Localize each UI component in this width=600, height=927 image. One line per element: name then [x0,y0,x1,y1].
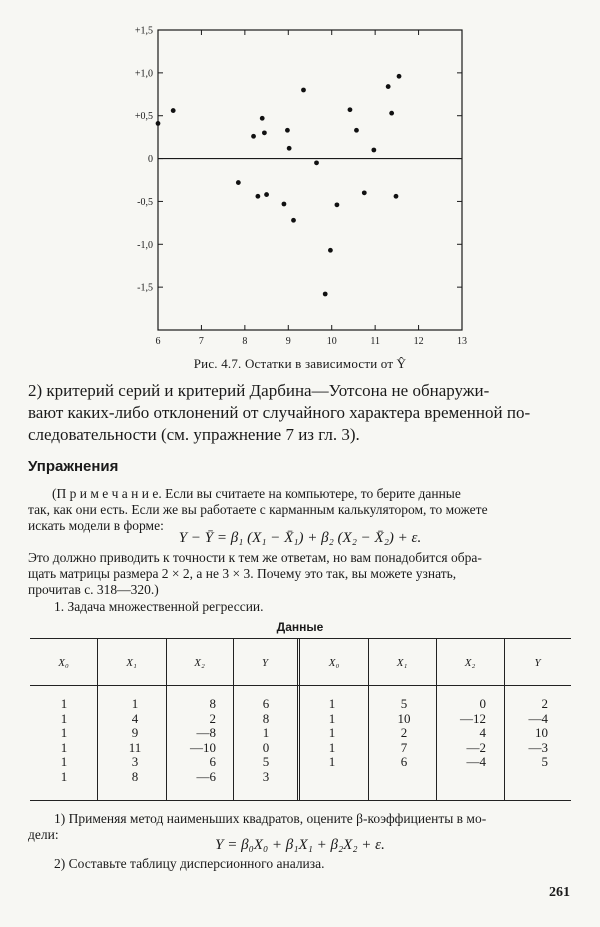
table-cell: —8 [196,725,216,741]
residual-point [389,111,394,116]
header-x0: X₀ [328,657,340,669]
residual-point [285,128,290,133]
x-tick-label: 6 [155,336,161,347]
residual-point [323,292,328,297]
note-line: искать модели в форме: [28,518,164,533]
x-tick-label: 10 [326,336,337,347]
residual-point [291,218,296,223]
page-number: 261 [549,885,570,900]
residual-point [394,194,399,199]
table-cell: 8 [262,710,270,726]
table-cell: —6 [196,768,216,784]
y-tick-label: -0,5 [137,196,153,208]
table-cell: 4 [479,725,486,741]
formula-centered: Y = β₀X₀ + β₁X₁ + β₂X₂ + ε. [215,837,385,853]
y-tick-label: 0 [148,154,153,166]
table-cell: —2 [466,739,486,755]
table-cell: 3 [131,754,139,770]
table-cell: 2 [209,710,216,726]
figure-caption: Рис. 4.7. Остатки в зависимости от Ŷ [193,356,407,371]
column-x1 [392,697,416,770]
table-cell: 1 [328,725,336,741]
x-tick-label: 12 [413,336,424,347]
column-x0 [58,697,70,785]
section-heading: Упражнения [28,458,119,475]
table-title: Данные [276,620,324,634]
y-tick-label: +1,5 [134,25,153,37]
column-y [256,697,276,785]
header-y: Y [534,657,541,669]
residual-point [236,180,241,185]
table-cell: 1 [328,754,336,770]
paragraph-line: 2) критерий серий и критерий Дарбина—Уотсона не обнаружи- [28,381,490,400]
residual-point [282,202,287,207]
table-cell: 1 [60,725,68,741]
table-cell: 1 [60,696,68,711]
x-tick-label: 8 [242,336,248,347]
table-cell: 5 [400,696,408,711]
residual-point [348,107,353,112]
table-cell: 3 [262,768,270,784]
header-x1: X₁ [126,657,137,669]
paragraph-line: вают каких-либо отклонений от случайного характера временной по- [28,403,531,422]
data-table [30,638,571,801]
table-cell: 1 [328,710,336,726]
column-x1 [122,697,148,785]
residual-point [262,130,267,135]
residual-point [371,148,376,153]
question-line: 1) Применяя метод наименьших квадратов, оцените β-коэффициенты в мо- [54,811,487,826]
question-line: дели: [28,827,59,842]
residual-point [386,84,391,89]
note-line: прочитав с. 318—320.) [28,582,159,597]
table-cell: 10 [535,725,548,741]
table-cell: 2 [400,725,408,741]
residual-point [260,116,265,121]
table-cell: 0 [479,696,486,711]
table-cell: 1 [60,768,68,784]
table-cell: —10 [190,739,216,755]
note-line: так, как они есть. Если же вы работаете с карманным калькулятором, то можете [28,502,488,517]
question-line: 2) Составьте таблицу дисперсионного анализа. [54,856,325,871]
table-cell: 10 [397,710,411,726]
residual-point [335,202,340,207]
residual-point [264,192,269,197]
y-tick-label: -1,0 [137,239,153,251]
table-cell: 1 [328,739,336,755]
residual-scatter-plot [0,0,600,350]
table-cell: 1 [328,696,336,711]
table-cell: 1 [60,739,68,755]
table-cell: 0 [262,739,270,755]
table-cell: 6 [262,696,270,711]
plot-frame [158,30,462,330]
residual-point [156,121,161,126]
y-tick-label: -1,5 [137,282,153,294]
residual-point [255,194,260,199]
formula-centered: Y − Ȳ = β₁ (X₁ − X̄₁) + β₂ (X₂ − X̄₂) + ε. [178,530,422,546]
table-cell: 8 [209,696,216,711]
header-x0: X₀ [58,657,69,669]
table-cell: 9 [131,725,139,741]
table-cell: —4 [466,754,486,770]
table-cell: 8 [131,768,139,784]
table-cell: —3 [528,739,548,755]
table-cell: 1 [131,696,139,711]
column-x0 [326,697,338,770]
note-line: (П р и м е ч а н и е. Если вы считаете на компьютере, то берите данные [52,486,461,501]
table-cell: 1 [60,754,68,770]
header-x2: X₂ [194,657,205,669]
header-x2: X₂ [464,657,476,669]
table-cell: 5 [262,754,270,770]
table-cell: 4 [131,710,139,726]
residual-point [397,74,402,79]
header-x1: X₁ [396,657,408,669]
column-x2 [450,697,486,770]
table-cell: 11 [128,739,142,755]
x-tick-label: 9 [285,336,291,347]
residual-point [328,248,333,253]
residual-point [354,128,359,133]
header-y: Y [261,657,269,669]
table-cell: 5 [541,754,548,770]
residual-point [362,190,367,195]
residual-point [171,108,176,113]
note-line: Это должно приводить к точности к тем же ответам, но вам понадобится обра- [28,550,482,565]
task-title: 1. Задача множественной регрессии. [54,599,264,614]
residual-point [287,146,292,151]
x-tick-label: 7 [198,336,204,347]
y-tick-label: +1,0 [134,68,153,80]
residual-point [301,88,306,93]
table-cell: —12 [460,710,486,726]
x-tick-label: 13 [457,336,467,347]
residual-point [314,160,319,165]
paragraph-line: следовательности (см. упражнение 7 из гл. 3). [28,425,360,444]
table-cell: 2 [541,696,548,711]
table-cell: 1 [60,710,68,726]
residual-point [251,134,256,139]
y-tick-label: +0,5 [134,111,153,123]
table-cell: 7 [400,739,408,755]
table-cell: 1 [262,725,270,741]
table-cell: 6 [209,754,216,770]
table-cell: 6 [400,754,408,770]
note-line: щать матрицы размера 2 × 2, а не 3 × 3. Почему это так, вы можете узнать, [28,566,457,581]
column-x2 [176,697,216,785]
column-y [526,697,548,770]
table-cell: —4 [528,710,548,726]
x-tick-label: 11 [370,336,380,347]
